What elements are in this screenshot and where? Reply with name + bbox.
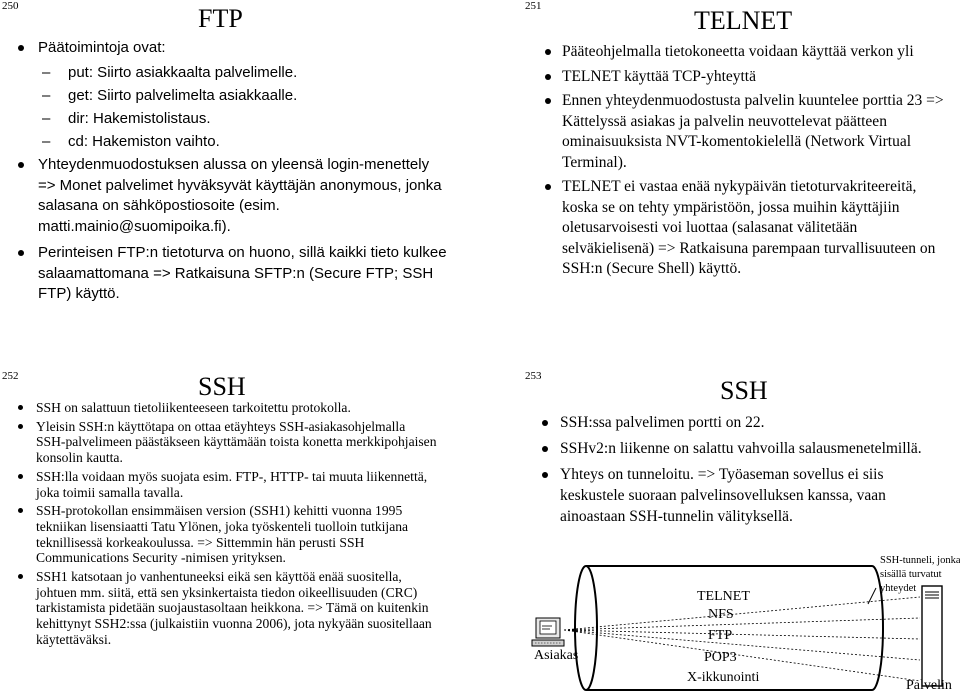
list-item: [18, 419, 438, 466]
protocol-label-ftp: FTP: [708, 628, 733, 643]
bullet-text: TELNET ei vastaa enää nykypäivän tietoturvakriteereitä, koska se on tehty ympäristöön, jossa muihin käyttäjiin oletusarvoisesti voi luottaa (salasanat välitetään selväkielisenä) => Ratkaisuna parempaan turvallisuuteen on SSH:n (Secure Shell) käyttö.: [562, 178, 936, 277]
bullet-text: Yhteys on tunneloitu. => Työaseman sovellus ei siis keskustele suoraan palvelinsovelluksen kanssa, vaan ainoastaan SSH-tunnelin välityksellä.: [560, 466, 886, 525]
bullet-text: SSH-protokollan ensimmäisen version (SSH1) kehitti vuonna 1995 tekniikan lisensiaatti Tatu Ylönen, joka työskenteli tuolloin tutkijana teknillisessä korkeakoulussa. => Sittemmin hän perusti SSH Communications Security -nimisen yrityksen.: [36, 503, 409, 566]
connection-line-nfs: [564, 618, 920, 630]
bullet-icon: [18, 405, 23, 410]
command-text: cd: Hakemiston vaihto.: [68, 132, 220, 150]
command-text: put: Siirto asiakkaalta palvelimelle.: [68, 63, 298, 81]
bullet-text: Pääteohjelmalla tietokoneetta voidaan käyttää verkon yli: [562, 43, 914, 60]
client-label: Asiakas: [534, 648, 579, 663]
list-item: [18, 569, 438, 648]
slide-title: FTP: [198, 4, 243, 33]
slide-telnet: [480, 0, 960, 340]
bullet-text: Yleisin SSH:n käyttötapa on ottaa etäyhteys SSH-asiakasohjelmalla SSH-palvelimeen päästäkseen käyttämään toista konetta merkkipohjaisen konsolin kautta.: [36, 418, 437, 466]
bullet-icon: [18, 574, 23, 579]
list-item: [18, 243, 448, 305]
bullet-icon: [18, 162, 24, 168]
page-number: 250: [2, 0, 19, 12]
list-item: [545, 67, 950, 88]
page-number: 253: [525, 370, 542, 382]
command-text: get: Siirto palvelimelta asiakkaalle.: [68, 86, 298, 104]
dash-icon: –: [42, 109, 51, 127]
bullet-text: TELNET käyttää TCP-yhteyttä: [562, 67, 756, 85]
tunnel-left-end: [575, 566, 597, 690]
protocol-label-telnet: TELNET: [697, 589, 750, 604]
dash-icon: –: [42, 63, 51, 81]
list-item: [18, 155, 448, 237]
slide-title: SSH: [198, 372, 246, 401]
list-item: [18, 400, 438, 416]
bullet-icon: [545, 98, 551, 104]
bullet-icon: [18, 45, 24, 51]
bullet-icon: [18, 474, 23, 479]
list-item: [545, 91, 950, 173]
list-item: [18, 503, 438, 566]
list-item: [18, 38, 448, 152]
bullet-text: SSH:ssa palvelimen portti on 22.: [560, 414, 765, 431]
bullet-text: SSHv2:n liikenne on salattu vahvoilla salausmenetelmillä.: [560, 440, 922, 457]
command-text: dir: Hakemistolistaus.: [68, 109, 211, 127]
slide-ssh-2: [480, 350, 960, 694]
page-number: 251: [525, 0, 542, 12]
bullet-text: SSH1 katsotaan jo vanhentuneeksi eikä sen käyttöä enää suositella, johtuen mm. siitä, että sen yksinkertaista tiedon oikeellisuuden (CRC) tarkistamista pidetään suojaustasoltaan heikkona. => Tämä on kuitenkin kehittynyt SSH2:ssa (julkaistiin vuonna 2006), jota nykyään suositellaan käytettäväksi.: [36, 569, 432, 647]
bullet-list: [18, 400, 438, 648]
list-item: [18, 469, 438, 500]
protocol-label-pop3: POP3: [704, 650, 737, 665]
bullet-text: Yhteydenmuodostuksen alussa on yleensä login-menettely => Monet palvelimet hyväksyvät käyttäjän anonymous, jonka salasana on sähköpostiosoite (esim. matti.mainio@suomipoika.fi).: [38, 156, 442, 235]
bullet-list: [18, 38, 448, 305]
sub-list-item: [38, 63, 448, 84]
slide-title: SSH: [720, 376, 768, 405]
bullet-icon: [545, 49, 551, 55]
bullet-text: Perinteisen FTP:n tietoturva on huono, sillä kaikki tieto kulkee salaamattomana => Ratkaisuna SFTP:n (Secure FTP; SSH FTP) käyttö.: [38, 244, 447, 302]
page-number: 252: [2, 370, 19, 382]
protocol-label-x-ikkunointi: X-ikkunointi: [687, 670, 760, 685]
list-item: [545, 177, 950, 280]
protocol-label-nfs: NFS: [708, 607, 734, 622]
sub-list-item: [38, 109, 448, 130]
server-label: Palvelin: [906, 678, 952, 693]
connection-line-pop3: [564, 630, 920, 660]
bullet-list: [545, 42, 950, 280]
computer-icon: [532, 618, 564, 646]
dash-icon: –: [42, 132, 51, 150]
tunnel-note: SSH-tunneli, jonka sisällä turvatut yhteydet: [880, 555, 960, 594]
bullet-text: Päätoimintoja ovat:: [38, 39, 166, 56]
sub-list: [38, 63, 448, 153]
bullet-text: SSH:lla voidaan myös suojata esim. FTP-, HTTP- tai muuta liikennettä, joka toimii samalla tavalla.: [36, 468, 428, 500]
dash-icon: –: [42, 86, 51, 104]
slide-ftp: [0, 0, 480, 340]
sub-list-item: [38, 132, 448, 153]
bullet-text: SSH on salattuun tietoliikenteeseen tarkoitettu protokolla.: [36, 400, 351, 415]
sub-list-item: [38, 86, 448, 107]
server-icon: [922, 586, 942, 686]
slide-title: TELNET: [694, 6, 793, 35]
bullet-icon: [18, 424, 23, 429]
slide-ssh-1: [0, 350, 480, 694]
protocol-lines: [564, 597, 920, 681]
bullet-text: Ennen yhteydenmuodostusta palvelin kuuntelee porttia 23 => Kättelyssä asiakas ja palvelin neuvottelevat päätteen ominaisuuksista NVT-komentokielellä (Network Virtual Terminal).: [562, 92, 944, 171]
bullet-icon: [545, 184, 551, 190]
bullet-icon: [18, 508, 23, 513]
bullet-icon: [18, 250, 24, 256]
bullet-icon: [545, 74, 551, 80]
list-item: [545, 42, 950, 63]
